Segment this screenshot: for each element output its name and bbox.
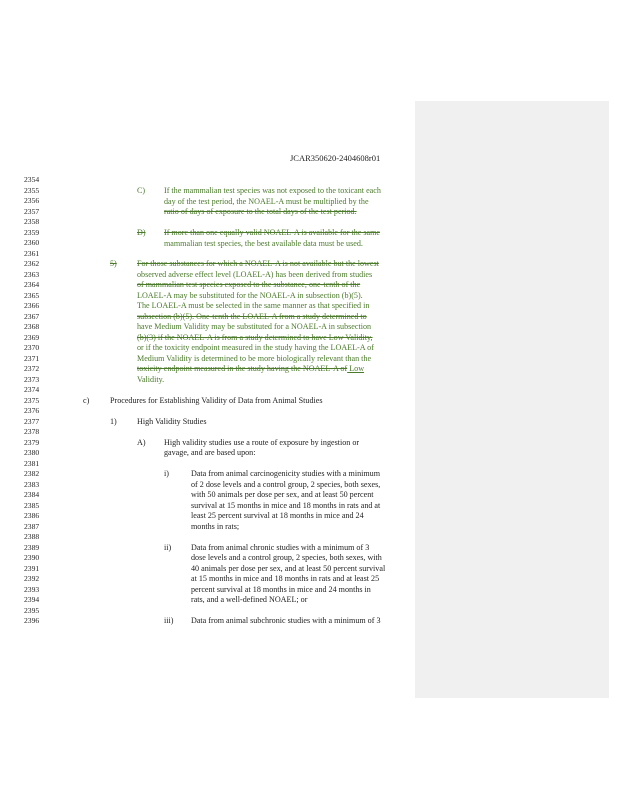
line-number: 2365	[24, 290, 40, 300]
line-number: 2368	[24, 322, 40, 331]
line-number: 2394	[24, 595, 40, 604]
line-number: 2389	[24, 542, 40, 552]
item-label-ii: ii)	[164, 542, 172, 552]
line-number: 2384	[24, 490, 40, 499]
deleted-text-line: (b)(3) if the NOAEL-A is from a study determined to have Low Validity,	[137, 332, 373, 342]
line-number: 2376	[24, 406, 40, 415]
item-label-i: i)	[164, 469, 169, 478]
item-label-1: 1)	[110, 416, 117, 426]
item-label-A: A)	[137, 437, 146, 447]
inserted-text: Low	[347, 364, 365, 373]
text-line: least 25 percent survival at 18 months in mice and 24	[191, 511, 364, 520]
text-line: If the mammalian test species was not exposed to the toxicant each	[164, 186, 381, 195]
text-line: observed adverse effect level (LOAEL-A) has been derived from studies	[137, 269, 373, 279]
line-number: 2356	[24, 196, 40, 205]
line-number: 2393	[24, 584, 40, 594]
line-number: 2378	[24, 427, 40, 436]
line-number: 2385	[24, 500, 40, 510]
line-number: 2387	[24, 521, 40, 531]
line-number: 2364	[24, 280, 40, 289]
text-line: dose levels and a control group, 2 species, both sexes, with	[191, 553, 382, 562]
line-number: 2354	[24, 175, 40, 184]
line-number: 2382	[24, 469, 40, 478]
text-line	[137, 364, 364, 375]
deleted-text-line: For those substances for which a NOAEL-A is not available but the lowest	[137, 259, 379, 268]
line-number: 2396	[24, 616, 40, 625]
text-line: of 2 dose levels and a control group, 2 species, both sexes,	[191, 479, 381, 489]
item-label-D: D)	[137, 228, 146, 237]
text-line: Data from animal chronic studies with a minimum of 3	[191, 542, 370, 552]
line-number: 2379	[24, 437, 40, 447]
item-label-iii: iii)	[164, 616, 174, 625]
text-line: day of the test period, the NOAEL-A must be multiplied by the	[164, 196, 369, 206]
line-number: 2367	[24, 311, 40, 321]
line-number: 2360	[24, 238, 40, 247]
line-number: 2391	[24, 563, 40, 573]
text-line: rats, and a well-defined NOAEL; or	[191, 595, 308, 604]
item-label-5: 5)	[110, 259, 117, 268]
section-heading: Procedures for Establishing Validity of Data from Animal Studies	[110, 395, 323, 405]
line-number: 2366	[24, 301, 40, 310]
text-line: Validity.	[137, 374, 165, 384]
line-number: 2374	[24, 385, 40, 394]
deleted-text-line: of mammalian test species exposed to the substance, one-tenth of the	[137, 280, 361, 289]
deleted-text-line: If more than one equally valid NOAEL-A is available for the same	[164, 228, 380, 237]
text-line: 40 animals per dose per sex, and at least 50 percent survival	[191, 563, 386, 573]
line-number: 2371	[24, 353, 40, 363]
line-number: 2370	[24, 343, 40, 352]
line-number: 2373	[24, 374, 40, 384]
line-number: 2388	[24, 532, 40, 541]
text-line: percent survival at 18 months in mice and 24 months in	[191, 584, 371, 594]
text-line: High validity studies use a route of exposure by ingestion or	[164, 437, 360, 447]
text-line: at 15 months in mice and 18 months in rats and at least 25	[191, 574, 380, 583]
text-line: mammalian test species, the best available data must be used.	[164, 238, 363, 248]
text-line: with 50 animals per dose per sex, and at least 50 percent	[191, 490, 374, 499]
text-line: gavage, and are based upon:	[164, 448, 256, 457]
line-number: 2359	[24, 227, 40, 237]
line-number: 2361	[24, 248, 40, 258]
subsection-heading: High Validity Studies	[137, 416, 207, 426]
deleted-text: toxicity endpoint measured in the study having the NOAEL-A of	[137, 364, 348, 373]
line-number: 2377	[24, 416, 40, 426]
document-header: JCAR350620-2404608r01	[290, 153, 381, 163]
line-number: 2362	[24, 259, 40, 268]
line-number: 2392	[24, 574, 40, 583]
line-number: 2383	[24, 479, 40, 489]
deleted-text-line: subsection (b)(5). One-tenth the LOAEL-A from a study determined to	[137, 311, 367, 321]
text-line: survival at 15 months in mice and 18 months in rats and at	[191, 500, 381, 510]
text-line: or if the toxicity endpoint measured in the study having the LOAEL-A of	[137, 343, 374, 352]
line-number: 2363	[24, 269, 40, 279]
line-number: 2390	[24, 553, 40, 562]
line-number: 2386	[24, 511, 40, 520]
line-number: 2357	[24, 206, 40, 216]
line-number: 2369	[24, 332, 40, 342]
line-number: 2395	[24, 605, 40, 615]
line-number: 2375	[24, 395, 40, 405]
text-line: Data from animal carcinogenicity studies with a minimum	[191, 469, 381, 478]
text-line: have Medium Validity may be substituted for a NOAEL-A in subsection	[137, 322, 372, 331]
line-number: 2381	[24, 458, 40, 468]
text-line: The LOAEL-A must be selected in the same manner as that specified in	[137, 301, 370, 310]
text-line: Medium Validity is determined to be more biologically relevant than the	[137, 353, 372, 363]
line-number: 2355	[24, 185, 40, 195]
line-number: 2380	[24, 448, 40, 457]
text-line: LOAEL-A may be substituted for the NOAEL-A in subsection (b)(5).	[137, 290, 363, 300]
deleted-text-line: ratio of days of exposure to the total days of the test period.	[164, 207, 357, 216]
item-label-C: C)	[137, 186, 146, 195]
section-label-c: c)	[83, 395, 90, 405]
text-line: months in rats;	[191, 521, 240, 531]
line-number: 2358	[24, 217, 40, 226]
text-line: Data from animal subchronic studies with a minimum of 3	[191, 616, 381, 625]
comment-margin-pane	[415, 101, 609, 698]
line-number: 2372	[24, 364, 40, 373]
